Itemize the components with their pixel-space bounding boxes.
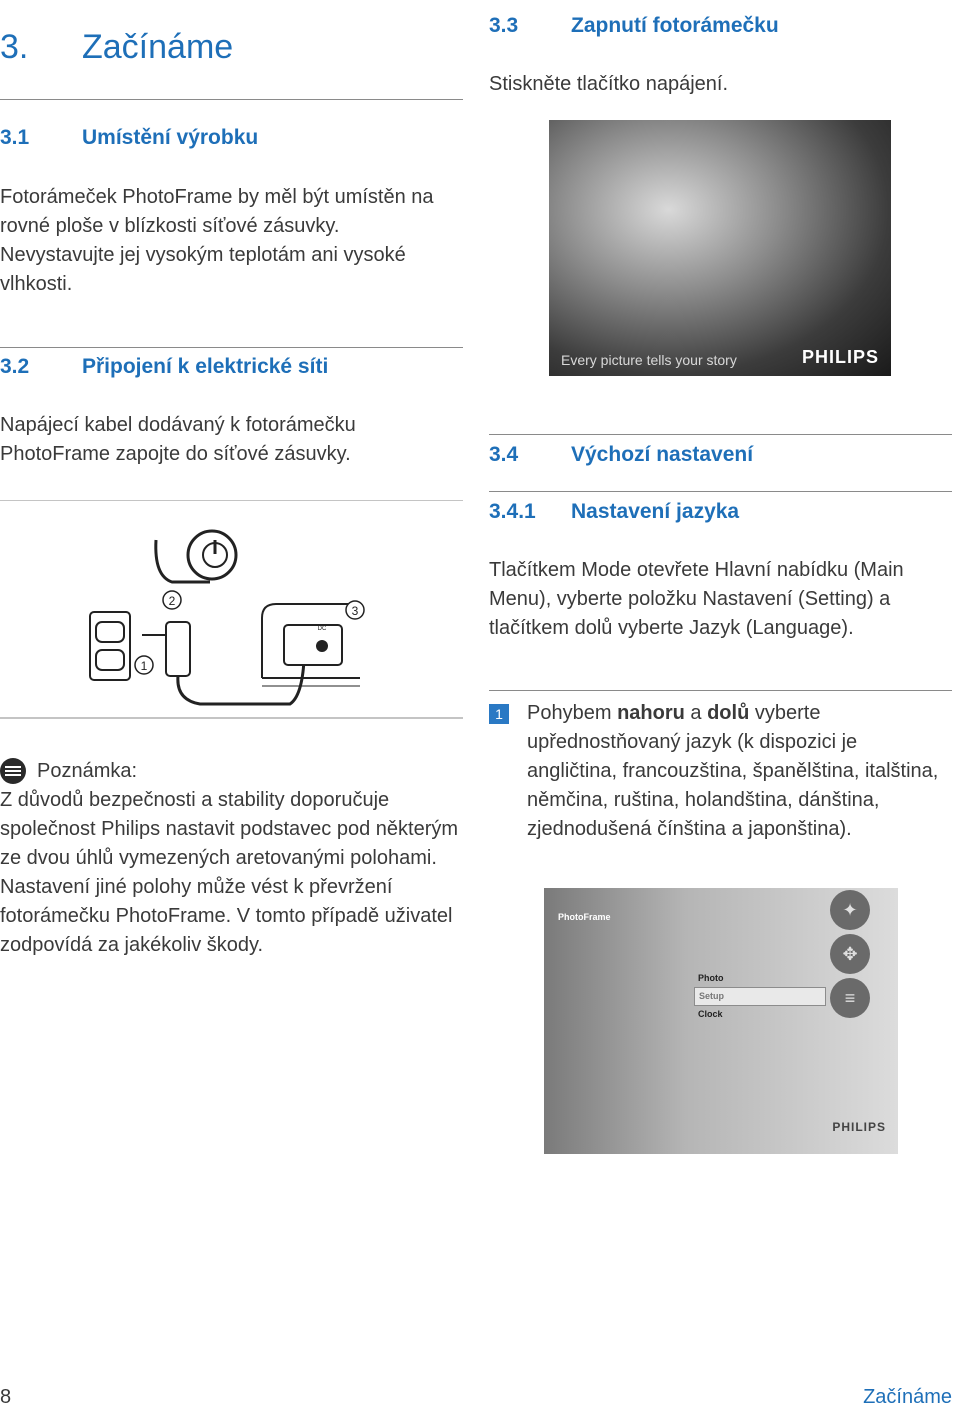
screen-menu (694, 970, 826, 1023)
step-marker-1 (135, 656, 153, 674)
step-2-label: 2 (168, 594, 176, 608)
emphasis-up: nahoru (617, 702, 685, 724)
divider (489, 690, 952, 691)
step-number-badge: 1 (489, 704, 509, 724)
section-title: Nastavení jazyka (571, 500, 740, 523)
dpad-icon: ✥ (830, 934, 870, 974)
divider (489, 434, 952, 435)
wall-outlet-icon (90, 612, 130, 680)
section-heading-3-2 (0, 355, 328, 379)
section-title: Výchozí nastavení (571, 443, 754, 466)
section-title: Připojení k elektrické síti (82, 355, 329, 378)
footer-section: Začínáme (863, 1386, 952, 1408)
photoframe-screen (544, 888, 898, 1154)
section-heading-3-4-1 (489, 500, 739, 524)
chapter-number: 3. (0, 28, 29, 66)
note-icon (0, 758, 26, 784)
note-label: Poznámka: (37, 760, 138, 782)
section-text-3-2: Napájecí kabel dodávaný k fotorámečku PhotoFrame zapojte do síťové zásuvky. (0, 414, 356, 465)
note-text: Z důvodů bezpečnosti a stability doporučuje společnost Philips nastavit podstavec pod některým ze dvou úhlů vymezených aretovanými polohami. Nastavení jiné polohy může vést k převržení fotorámečku PhotoFrame. V tomto případě uživatel zodpovídá za jakékoliv škody. (0, 789, 459, 956)
step-1-label: 1 (140, 659, 148, 673)
section-title: Umístění výrobku (82, 126, 259, 149)
photo-frame-back-icon (262, 604, 360, 686)
section-number: 3.2 (0, 355, 30, 378)
emphasis-down: dolů (707, 702, 750, 724)
menu-icon: ≡ (830, 978, 870, 1018)
step-marker-3 (346, 601, 364, 619)
divider (0, 99, 463, 100)
step-marker-2 (163, 591, 181, 609)
menu-item-setup: Setup (694, 987, 826, 1006)
section-title: Zapnutí fotorámečku (571, 14, 779, 37)
section-heading-3-3 (489, 14, 779, 38)
section-text-3-3: Stiskněte tlačítko napájení. (489, 73, 729, 95)
chapter-name: Začínáme (82, 28, 234, 66)
divider (0, 347, 463, 348)
divider (489, 491, 952, 492)
section-number: 3.3 (489, 14, 519, 37)
step-text: Pohybem nahoru a dolů vyberte upřednostňovaný jazyk (k dispozici je angličtina, francouzština, španělština, italština, němčina, ruština, holandština, dánština, zjednodušená čínština a japonština). (527, 702, 939, 840)
product-photo (549, 120, 891, 376)
power-adapter-icon (142, 622, 304, 704)
screen-nav-buttons (830, 890, 888, 1018)
screen-app-title: PhotoFrame (558, 912, 611, 922)
power-connection-diagram (0, 500, 463, 722)
section-text-3-4-1: Tlačítkem Mode otevřete Hlavní nabídku (Main Menu), vyberte položku Nastavení (Setting) a tlačítkem dolů vyberte Jazyk (Language). (489, 559, 904, 639)
section-text-3-1: Fotorámeček PhotoFrame by měl být umístěn na rovné ploše v blízkosti síťové zásuvky. Nevystavujte jej vysokým teplotám ani vysoké vlhkosti. (0, 186, 434, 295)
screen-philips-logo: PHILIPS (832, 1120, 886, 1134)
photo-tagline: Every picture tells your story (561, 352, 737, 368)
step-3-label: 3 (351, 604, 359, 618)
section-heading-3-4 (489, 443, 753, 467)
section-heading-3-1 (0, 126, 258, 150)
dc-label: DC (317, 626, 327, 632)
globe-icon: ✦ (830, 890, 870, 930)
section-number: 3.4.1 (489, 500, 536, 523)
menu-item-photo: Photo (698, 973, 724, 983)
menu-item-clock: Clock (698, 1009, 723, 1019)
power-button-icon (156, 531, 236, 582)
page-number: 8 (0, 1386, 12, 1408)
philips-logo: PHILIPS (801, 347, 879, 367)
chapter-title (0, 28, 233, 67)
section-number: 3.4 (489, 443, 519, 466)
section-number: 3.1 (0, 126, 30, 149)
